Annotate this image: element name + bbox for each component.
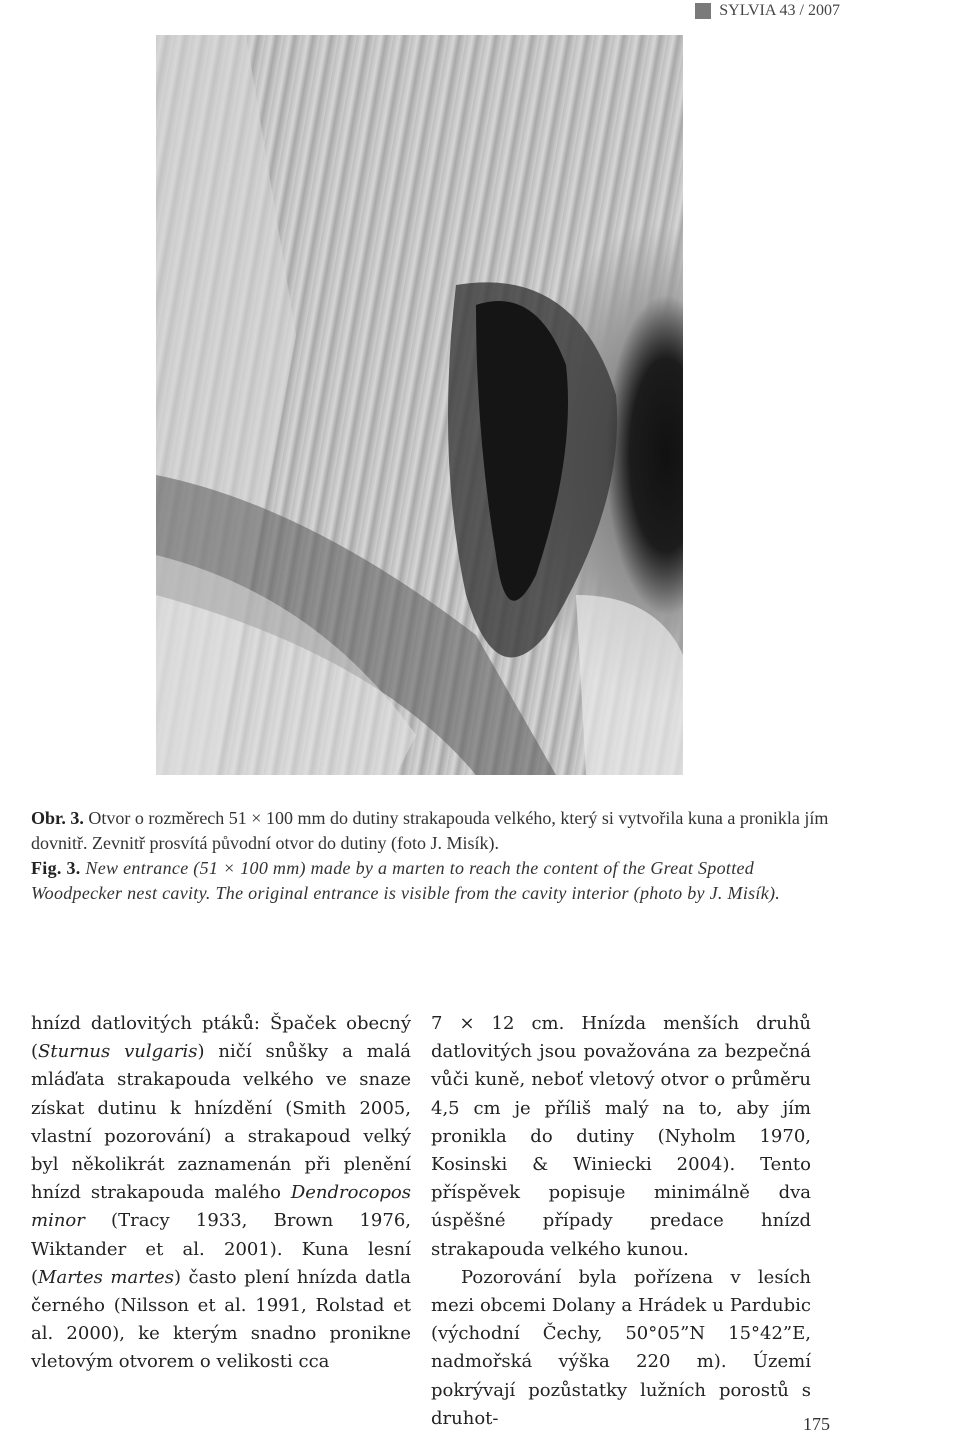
text-span: ) často plení hnízda datla černého (Nilsson et al. 1991, Rolstad et al. 2000), ke kterým snadno pronikne vletovým otvorem o velikosti cca (31, 1266, 412, 1373)
figure-caption-english (31, 856, 843, 906)
tree-cavity-photo-icon (156, 35, 683, 775)
caption-label-czech: Obr. 3. (31, 808, 84, 828)
species-name: Sturnus vulgaris (38, 1041, 198, 1063)
body-column-right (431, 1010, 811, 1433)
text-span: ) ničí snůšky a malá mláďata strakapouda velkého ve snaze získat dutinu k hnízdění (Smith 2005, vlastní pozorování) a strakapoud velký byl několikrát zaznamenán při plenění hnízd strakapouda malého (31, 1041, 411, 1204)
figure-photo (156, 35, 683, 775)
species-name: Martes martes (38, 1266, 174, 1288)
body-paragraph-right-2: Pozorování byla pořízena v lesích mezi obcemi Dolany a Hrádek u Pardubic (východní Čechy, 50°05”N 15°42”E, nadmořská výška 220 m). Území pokrývají pozůstatky lužních porostů s druhot- (431, 1266, 811, 1429)
body-column-left (31, 1010, 411, 1377)
text-span: hnízd datlovitých ptáků: Špaček obecný ( (31, 1013, 411, 1063)
journal-title: SYLVIA 43 / 2007 (719, 2, 840, 19)
page-number: 175 (803, 1414, 830, 1434)
text-span: (Tracy 1933, Brown 1976, Wiktander et al. 2001). Kuna lesní ( (31, 1210, 411, 1288)
caption-text-czech: Otvor o rozměrech 51 × 100 mm do dutiny strakapouda velkého, který si vytvořila kuna a pronikla jím dovnitř. Zevnitř prosvítá původní otvor do dutiny (foto J. Misík). (31, 808, 829, 853)
species-name: Dendrocopos minor (31, 1182, 411, 1232)
caption-label-english: Fig. 3. (31, 858, 81, 878)
figure-caption-czech (31, 806, 843, 856)
running-head (695, 0, 840, 22)
header-square-icon (695, 3, 711, 19)
body-paragraph-right-1: 7 × 12 cm. Hnízda menších druhů datlovitých jsou považována za bezpečná vůči kuně, neboť vletový otvor o průměru 4,5 cm je příliš malý na to, aby jím pronikla do dutiny (Nyholm 1970, Kosinski & Winiecki 2004). Tento příspěvek popisuje minimálně dva úspěšné případy predace hnízd strakapouda velkého kunou. (431, 1013, 811, 1260)
body-paragraph-left (31, 1010, 411, 1377)
caption-text-english: New entrance (51 × 100 mm) made by a marten to reach the content of the Great Spotted Woodpecker nest cavity. The original entrance is visible from the cavity interior (photo by J. Misík). (31, 858, 781, 903)
